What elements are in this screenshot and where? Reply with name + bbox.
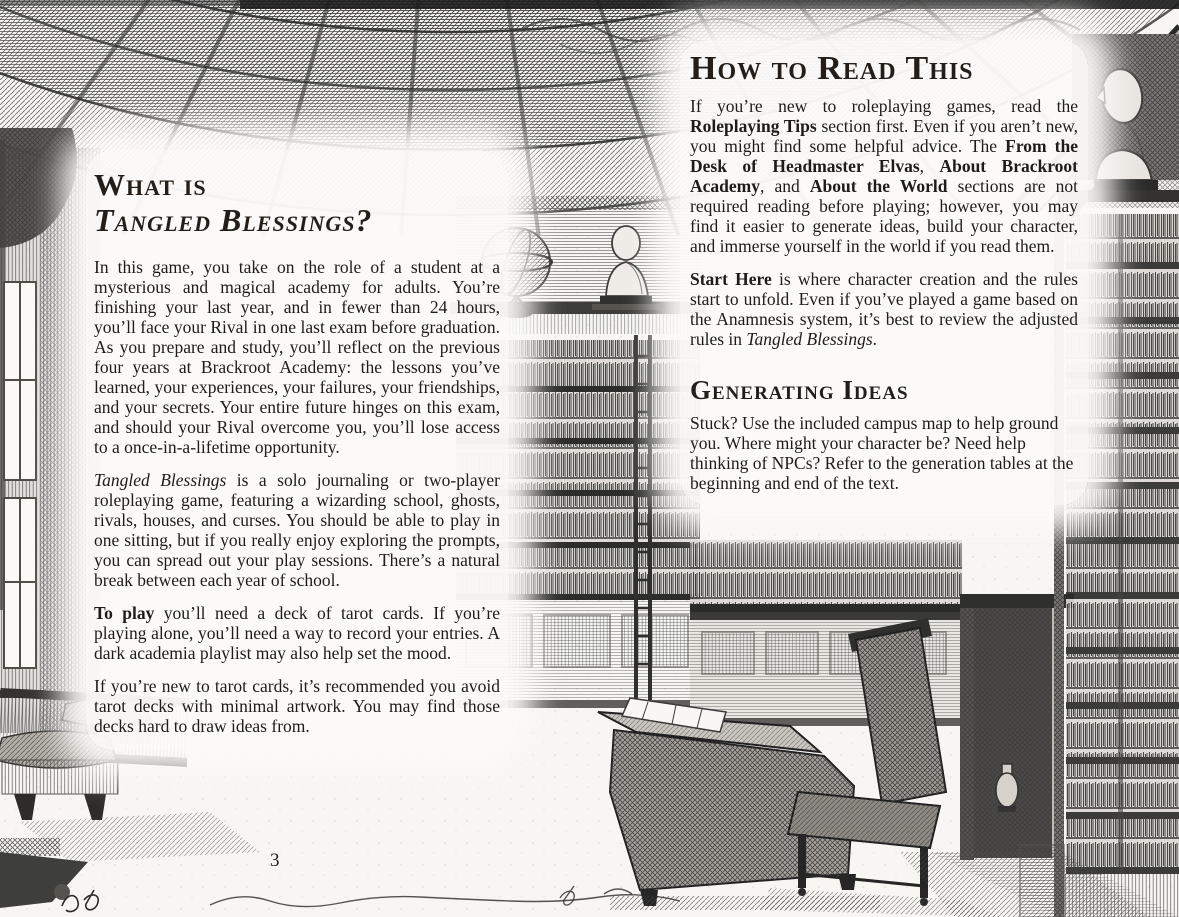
right-heading: How to Read This: [690, 50, 974, 87]
left-heading-line1: What is: [94, 167, 207, 202]
left-window: [0, 128, 100, 733]
right-paragraph-1: If you’re new to roleplaying games, read the Roleplaying Tips section first. Even if you aren’t new, you might find some helpful advice. The From the Desk of Headmaster Elvas, About Brackroot Academy, and About the World sections are not required reading before playing; however, you may find it easier to generate ideas, build your character, and immerse yourself in the world if you read them.: [690, 96, 1079, 257]
left-paragraph-4: If you’re new to tarot cards, it’s recommended you avoid tarot decks with minimal artwork. You may find those decks hard to draw ideas from.: [94, 675, 500, 736]
left-paragraph-1: In this game, you take on the role of a student at a mysterious and magical academy for adults. You’re finishing your last year, and in fewer than 24 hours, you’ll face your Rival in one last exam before graduation. As you prepare and study, you’ll reflect on the previous four years at Brackroot Academy: the lessons you’ve learned, your experiences, your failures, your friendships, and your secrets. Your entire future hinges on this exam, and should your Rival overcome you, you’ll lose access to a once-in-a-lifetime opportunity.: [94, 256, 500, 457]
right-paragraph-2: Start Here is where character creation and the rules start to unfold. Even if you’ve played a game based on the Anamnesis system, it’s best to review the adjusted rules in Tangled Blessings.: [690, 269, 1078, 350]
left-paragraph-3: To play you’ll need a deck of tarot cards. If you’re playing alone, you’ll need a way to record your entries. A dark academia playlist may also help set the mood.: [94, 602, 500, 663]
page-number: 3: [270, 850, 280, 871]
left-paragraph-2: Tangled Blessings is a solo journaling or two-player roleplaying game, featuring a wizarding school, ghosts, rivals, houses, and curses. You should be able to play in one sitting, but if you really enjoy exploring the prompts, you can spread out your play sessions. There’s a natural break between each year of school.: [94, 469, 500, 590]
left-heading-line2: Tangled Blessings?: [94, 201, 373, 238]
right-column-panel: [680, 40, 1088, 505]
generating-ideas-paragraph: Stuck? Use the included campus map to help ground you. Where might your character be? Need help thinking of NPCs? Refer to the generation tables at the beginning and end of the text.: [690, 413, 1074, 494]
generating-ideas-heading: Generating Ideas: [690, 375, 909, 406]
left-column-panel: [86, 150, 508, 750]
